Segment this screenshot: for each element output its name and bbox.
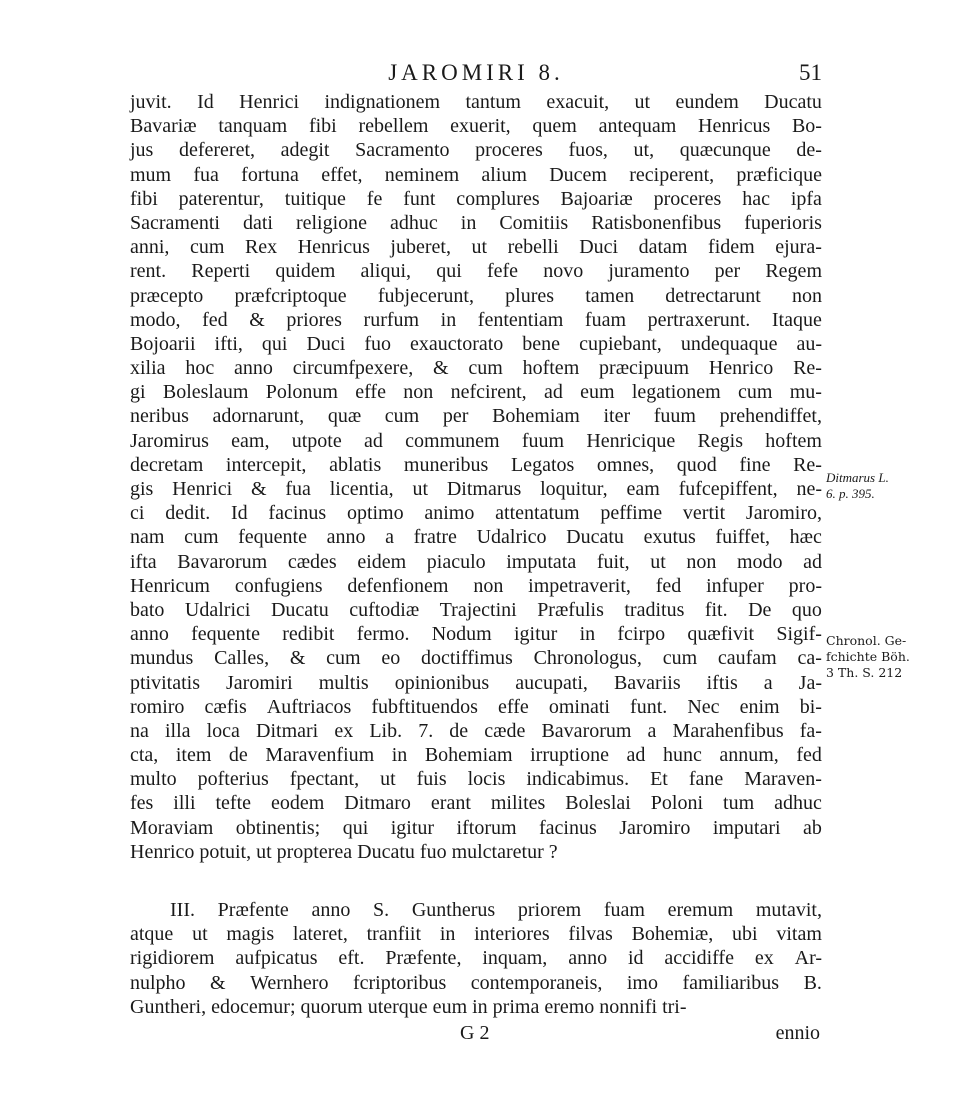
text-line: xilia hoc anno circumfpexere, & cum hoftem præcipuum Henrico Re- [130, 357, 822, 380]
body-text [130, 90, 822, 1019]
text-line: rent. Reperti quidem aliqui, qui fefe novo juramento per Regem [130, 260, 822, 283]
text-line: juvit. Id Henrici indignationem tantum exacuit, ut eundem Ducatu [130, 91, 822, 113]
text-line: anno fequente redibit fermo. Nodum igitur in fcirpo quæfivit Sigif- [130, 623, 822, 646]
text-line: fes illi tefte eodem Ditmaro erant milites Boleslai Poloni tum adhuc [130, 792, 822, 815]
signature-mark: G 2 [460, 1022, 490, 1044]
text-line: decretam intercepit, ablatis muneribus Legatos omnes, quod fine Re- [130, 453, 822, 476]
text-line: mundus Calles, & cum eo doctiffimus Chronologus, cum caufam ca- [130, 647, 822, 670]
text-line: gis Henrici & fua licentia, ut Ditmarus loquitur, eam fufcepiffent, ne- [130, 478, 822, 500]
text-line: na illa loca Ditmari ex Lib. 7. de cæde Bavarorum a Marahenfibus fa- [130, 719, 822, 742]
paragraph-2 [130, 898, 822, 1019]
text-line: cta, item de Maravenfium in Bohemiam irruptione ad hunc annum, fed [130, 744, 822, 767]
text-line: rigidiorem aufpicatus eft. Præfente, inquam, anno id accidiffe ex Ar- [130, 947, 822, 970]
page-number: 51 [799, 60, 822, 85]
text-line: III. Præfente anno S. Guntherus priorem fuam eremum mutavit, [170, 899, 822, 921]
text-line: Henricum confugiens defenfionem non impetraverit, fed infuper pro- [130, 574, 822, 597]
text-line: modo, fed & priores rurfum in fententiam fuam pertraxerunt. Itaque [130, 308, 822, 331]
text-line: atque ut magis lateret, tranfiit in interiores filvas Bohemiæ, ubi vitam [130, 923, 822, 946]
text-line: Henrico potuit, ut propterea Ducatu fuo mulctaretur ? [130, 840, 558, 863]
text-line: fibi paterentur, tuitique fe funt complures Bajoariæ proceres hac ipfa [130, 187, 822, 210]
margin-note-line: Ditmarus L. [826, 470, 889, 485]
margin-note-line: fchichte Böh. [826, 649, 910, 664]
text-line: ifta Bavarorum cædes eidem piaculo imputata fuit, ut non modo ad [130, 550, 822, 573]
text-line: romiro cæfis Auftriacos fubftituendos effe ominati funt. Nec enim bi- [130, 695, 822, 718]
text-line: præcepto præfcriptoque fubjecerunt, plures tamen detrectarunt non [130, 284, 822, 307]
text-line: ci dedit. Id facinus optimo animo attentatum peffime vertit Jaromiro, [130, 502, 822, 525]
text-line: multo pofterius fpectant, ut fuis locis indicabimus. Et fane Maraven- [130, 768, 822, 791]
text-line: Moraviam obtinentis; qui igitur iftorum facinus Jaromiro imputari ab [130, 816, 822, 839]
margin-note-ditmarus [826, 470, 946, 502]
text-line: Bojoarii ifti, qui Duci fuo exauctorato bene cupiebant, undequaque au- [130, 332, 822, 355]
text-line: ptivitatis Jaromiri multis opinionibus aucupati, Bavariis iftis a Ja- [130, 671, 822, 694]
text-line: bato Udalrici Ducatu cuftodiæ Trajectini Præfulis traditus fit. De quo [130, 598, 822, 621]
paragraph-1 [130, 90, 822, 864]
margin-note-line: Chronol. Ge- [826, 633, 907, 648]
text-line: gi Boleslaum Polonum effe non nefcirent, ad eum legationem cum mu- [130, 381, 822, 404]
text-line: Sacramenti dati religione adhuc in Comitiis Ratisbonenfibus fuperioris [130, 211, 822, 234]
text-line: anni, cum Rex Henricus juberet, ut rebelli Duci datam fidem ejura- [130, 236, 822, 259]
text-line: Guntheri, edocemur; quorum uterque eum in prima eremo nonnifi tri- [130, 995, 687, 1018]
text-line: Jaromirus eam, utpote ad communem fuum Henricique Regis hoftem [130, 429, 822, 452]
running-head [130, 60, 822, 90]
text-line: nam cum fequente anno a fratre Udalrico Ducatu exutus fuiffet, hæc [130, 526, 822, 549]
text-line: jus defereret, adegit Sacramento proceres fuos, ut, quæcunque de- [130, 139, 822, 162]
text-line: Bavariæ tanquam fibi rebellem exuerit, quem antequam Henricus Bo- [130, 115, 822, 138]
text-line: nulpho & Wernhero fcriptoribus contemporaneis, imo familiaribus B. [130, 971, 822, 994]
text-line: mum fua fortuna effet, neminem alium Ducem reciperent, præficique [130, 163, 822, 186]
text-line: neribus adornarunt, quæ cum per Bohemiam iter fuum prehendiffet, [130, 405, 822, 428]
margin-note-line: 6. p. 395. [826, 486, 875, 501]
margin-note-line: 3 Th. S. 212 [826, 665, 903, 680]
running-title: JAROMIRI 8. [388, 60, 564, 85]
margin-note-chronologie [826, 633, 946, 681]
catchword: ennio [775, 1022, 820, 1044]
